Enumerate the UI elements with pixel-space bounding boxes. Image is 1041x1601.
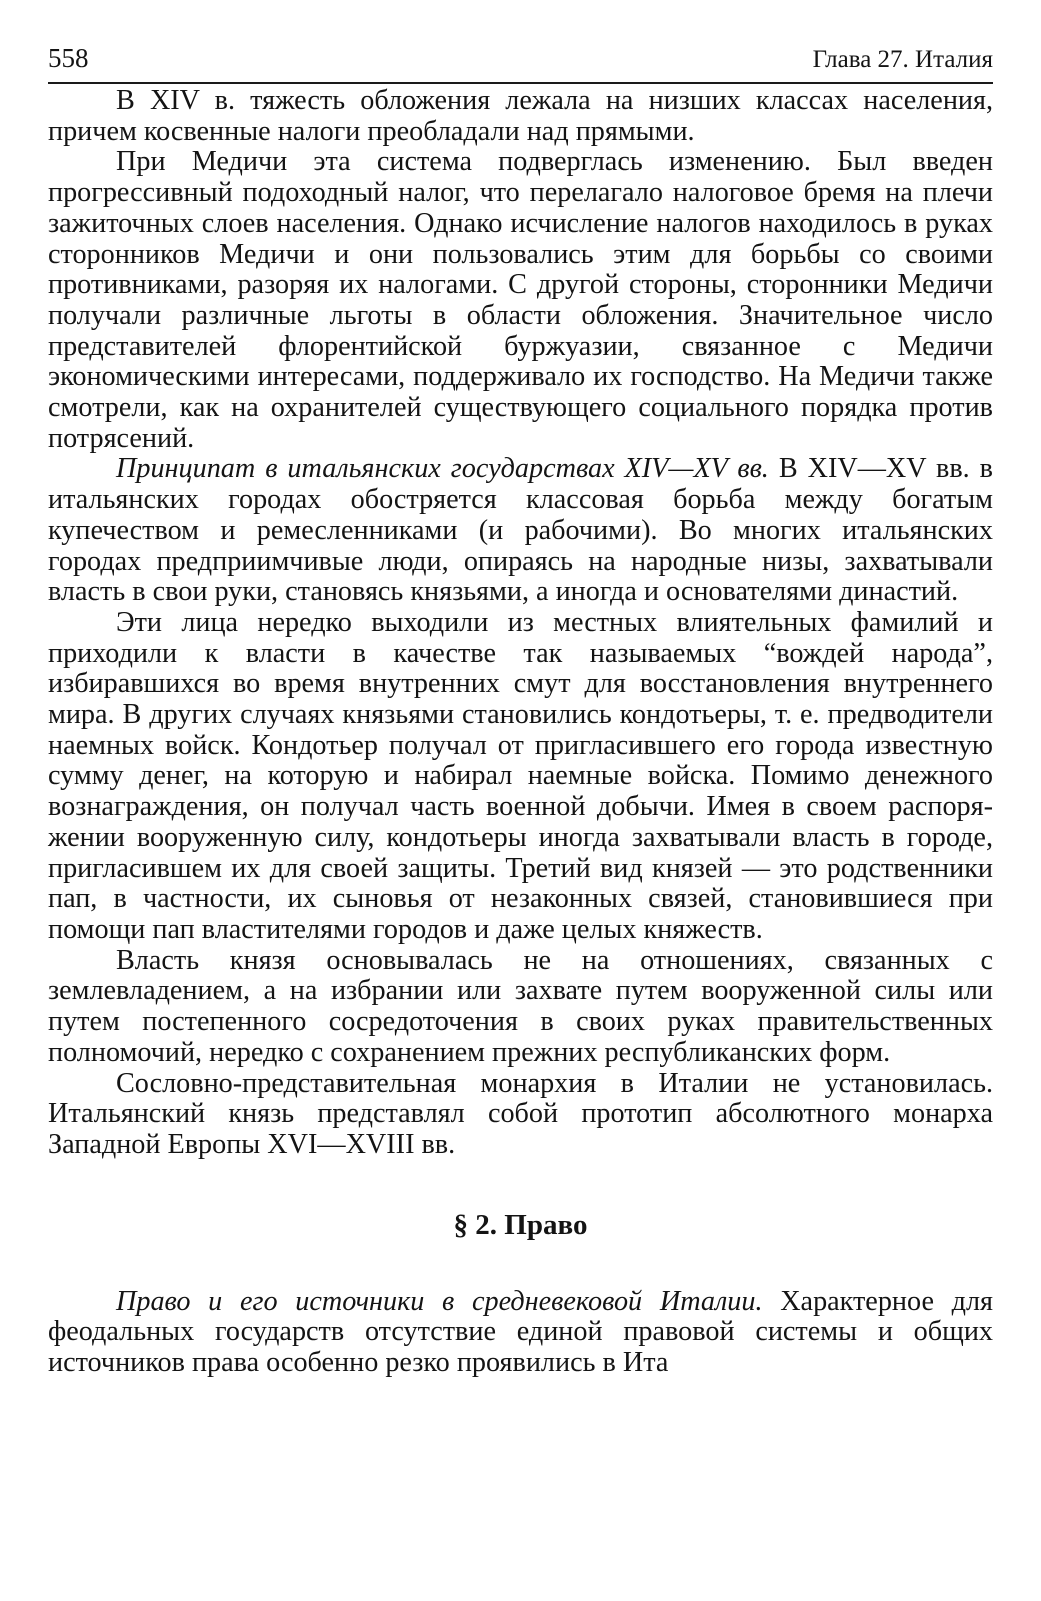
paragraph-monarchy — [48, 1069, 993, 1161]
body-text — [48, 86, 993, 1379]
paragraph-condottieri — [48, 608, 993, 946]
paragraph-italic-lead: Принципат в итальянских государствах XIV—XV вв. — [116, 453, 769, 485]
paragraph-text: Характерное для феодальных государств отсутствие единой правовой системы и общих источников права особенно резко проявились в Ита — [48, 1285, 994, 1379]
page-number: 558 — [48, 43, 89, 73]
running-header — [48, 40, 993, 84]
paragraph-text: Сословно-представительная монархия в Италии не установилась. Итальянский князь представлял собой прототип абсолютного монарха Западной Европы XVI—XVIII вв. — [48, 1067, 993, 1160]
chapter-title: Глава 27. Италия — [812, 46, 993, 73]
paragraph-text: Эти лица нередко выходили из местных влиятельных фамилий и приходили к власти в качестве так называемых “вождей народа”, избиравшихся во время внутренних смут для восстановления внутреннего мира. В других случаях князьями становились кондотьеры, т. е. предводители наемных войск. Кондотьер получал от пригласившего его города известную сумму денег, на которую и набирал наемные войска. Помимо денежного вознаграждения, он получал часть военной добычи. Имея в своем распоряжении вооруженную силу, кондотьеры иногда захватывали власть в городе, пригласившем их для своей защиты. Третий вид князей — это родственники пап, в частности, их сыновья от незаконных связей, становившиеся при помощи пап властителями городов и даже целых княжеств. — [48, 606, 993, 945]
paragraph-text: В XIV в. тяжесть обложения лежала на низших классах населения, причем косвенные налоги преобладали над прямыми. — [48, 85, 993, 147]
section-heading: § 2. Право — [453, 1208, 588, 1241]
paragraph-text: Власть князя основывалась не на отношениях, связанных с землевладением, а на избрании или захвате путем вооруженной силы или путем постепенного сосредоточения в своих руках правительственных полномочий, нередко с сохранением прежних республиканских форм. — [48, 944, 993, 1068]
paragraph-taxation-xiv — [48, 86, 993, 147]
paragraph-law-sources — [48, 1287, 993, 1379]
paragraph-principate — [48, 454, 993, 608]
paragraph-text: В XIV—XV вв. в итальянских городах обостряется классовая борьба между богатым купечеством и ремесленниками (и рабочими). Во многих итальянских городах предприимчивые люди, опираясь на народные низы, захватывали власть в свои руки, становясь князьями, а иногда и основателями династий. — [48, 453, 993, 608]
paragraph-prince-power — [48, 946, 993, 1069]
paragraph-text: При Медичи эта система подверглась изменению. Был введен прогрессивный подоходный налог, что перелагало налоговое бремя на плечи зажиточных слоев населения. Однако исчисление налогов находилось в руках сторонников Медичи и они пользовались этим для борьбы со своими противниками, разоряя их налогами. С другой стороны, сторонники Медичи получали различные льготы в области обложения. Значительное число представителей флорентийской буржуазии, связанное с Медичи экономическими интересами, поддерживало их господство. На Медичи также смотрели, как на охранителей существующего социального порядка против потрясений. — [48, 146, 993, 454]
paragraph-medici-tax — [48, 147, 993, 454]
book-page — [48, 40, 993, 1379]
paragraph-italic-lead: Право и его источники в средневековой Италии. — [116, 1285, 763, 1317]
